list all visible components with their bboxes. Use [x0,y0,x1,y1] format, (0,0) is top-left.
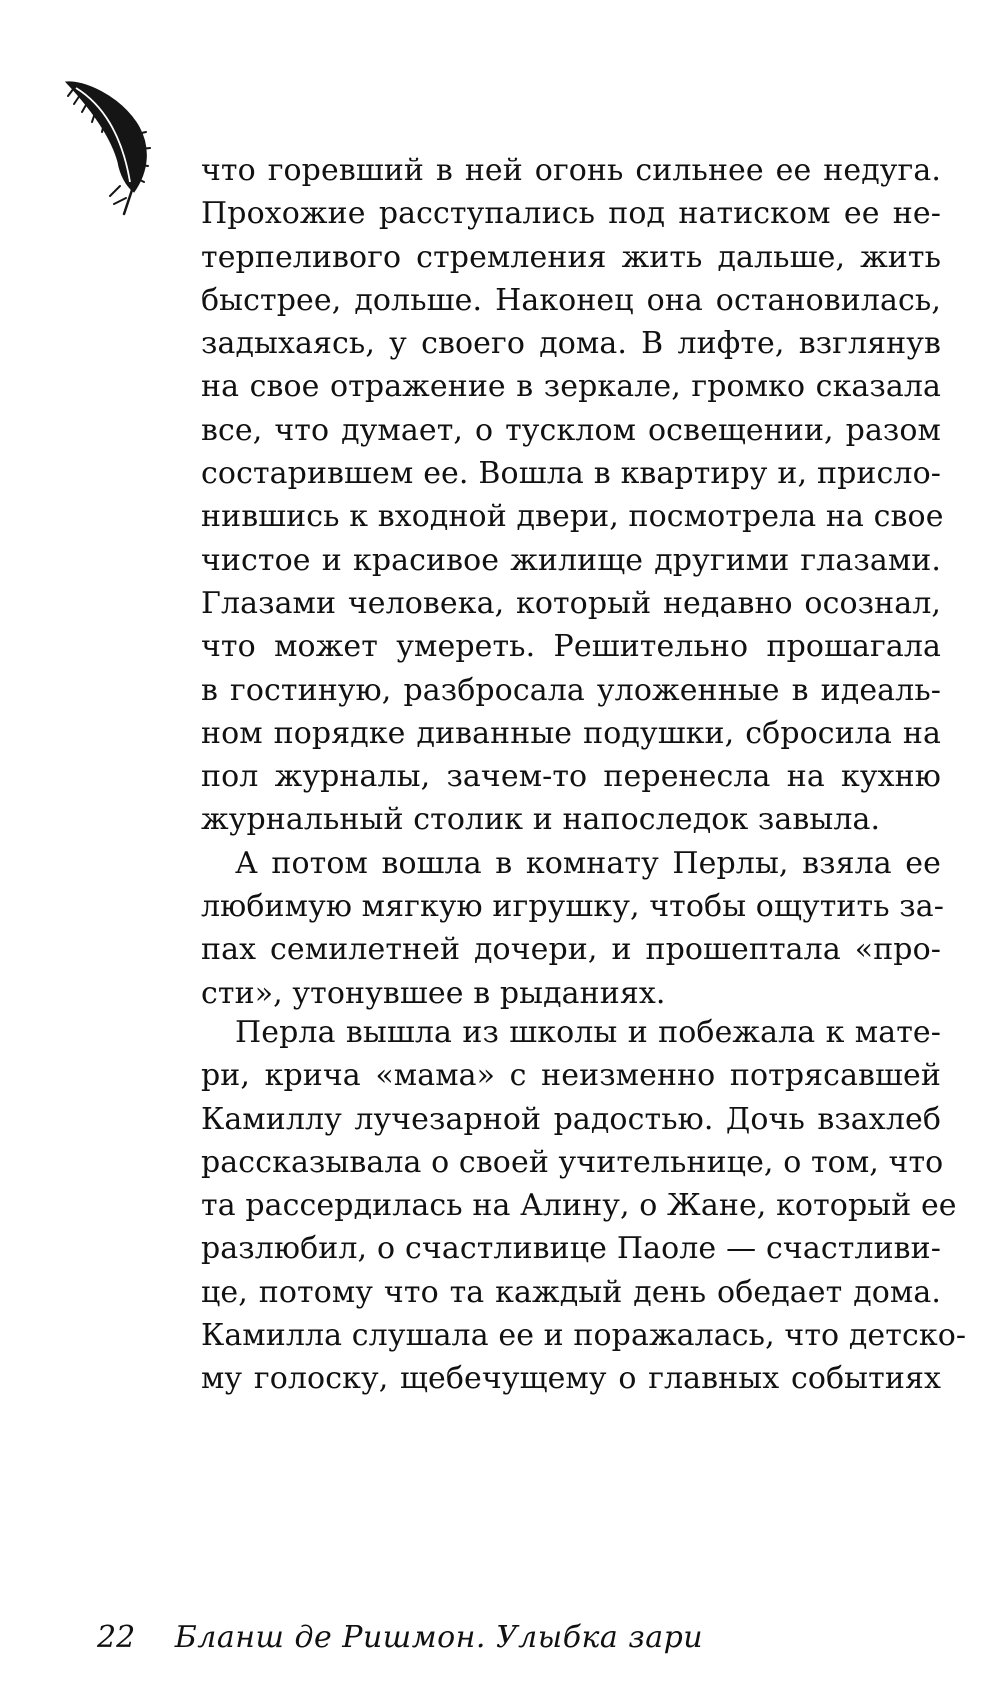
text-line: нившись к входной двери, посмотрела на свое [201,499,944,535]
text-line: Камилла слушала ее и поражалась, что детско- [201,1318,967,1354]
text-line: пах семилетней дочери, и прошептала «про- [201,932,941,968]
feather-icon [62,74,162,224]
text-line: А потом вошла в комнату Перлы, взяла ее [235,845,941,881]
text-line: разлюбил, о счастливице Паоле — счастливи- [201,1231,941,1267]
body-text-top [201,149,944,1015]
text-line: быстрее, дольше. Наконец она остановилась, [201,282,941,318]
text-line: состарившем ее. Вошла в квартиру и, присло- [201,456,941,492]
text-line: це, потому что та каждый день обедает дома. [201,1274,941,1310]
page-number: 22 [97,1620,136,1655]
text-line: ном порядке диванные подушки, сбросила на [201,715,941,751]
text-line: Глазами человека, который недавно осознал, [201,585,941,621]
text-line: Прохожие расступались под натиском ее не- [201,196,941,232]
text-line: рассказывала о своей учительнице, о том, что [201,1144,944,1180]
paragraph-3 [201,1011,967,1401]
text-line: ри, крича «мама» с неизменно потрясавшей [201,1058,941,1094]
text-line: му голоску, щебечущему о главных событиях [201,1361,941,1397]
text-line: журнальный столик и напоследок завыла. [201,802,881,838]
text-line: чистое и красивое жилище другими глазами. [201,542,941,578]
running-title: Бланш де Ришмон. Улыбка зари [174,1620,704,1655]
body-text-bottom [201,1011,967,1401]
text-line: Перла вышла из школы и побежала к мате- [235,1015,941,1050]
paragraph-2 [201,842,944,1015]
paragraph-1 [201,149,944,842]
text-line: любимую мягкую игрушку, чтобы ощутить за- [201,889,944,925]
text-line: что может умереть. Решительно прошагала [201,629,941,665]
text-line: Камиллу лучезарной радостью. Дочь взахлеб [201,1101,941,1137]
text-line: сти», утонувшее в рыданиях. [201,975,666,1011]
text-line: что горевший в ней огонь сильнее ее недуга. [201,153,941,188]
text-line: на свое отражение в зеркале, громко сказала [201,369,941,405]
text-line: задыхаясь, у своего дома. В лифте, взглянув [201,326,941,362]
text-line: та рассердилась на Алину, о Жане, который ее [201,1188,957,1224]
text-line: терпеливого стремления жить дальше, жить [201,239,941,275]
page-footer [97,1620,703,1655]
text-line: пол журналы, зачем-то перенесла на кухню [201,759,941,795]
text-line: все, что думает, о тусклом освещении, разом [201,412,941,448]
text-line: в гостиную, разбросала уложенные в идеаль- [201,672,941,708]
